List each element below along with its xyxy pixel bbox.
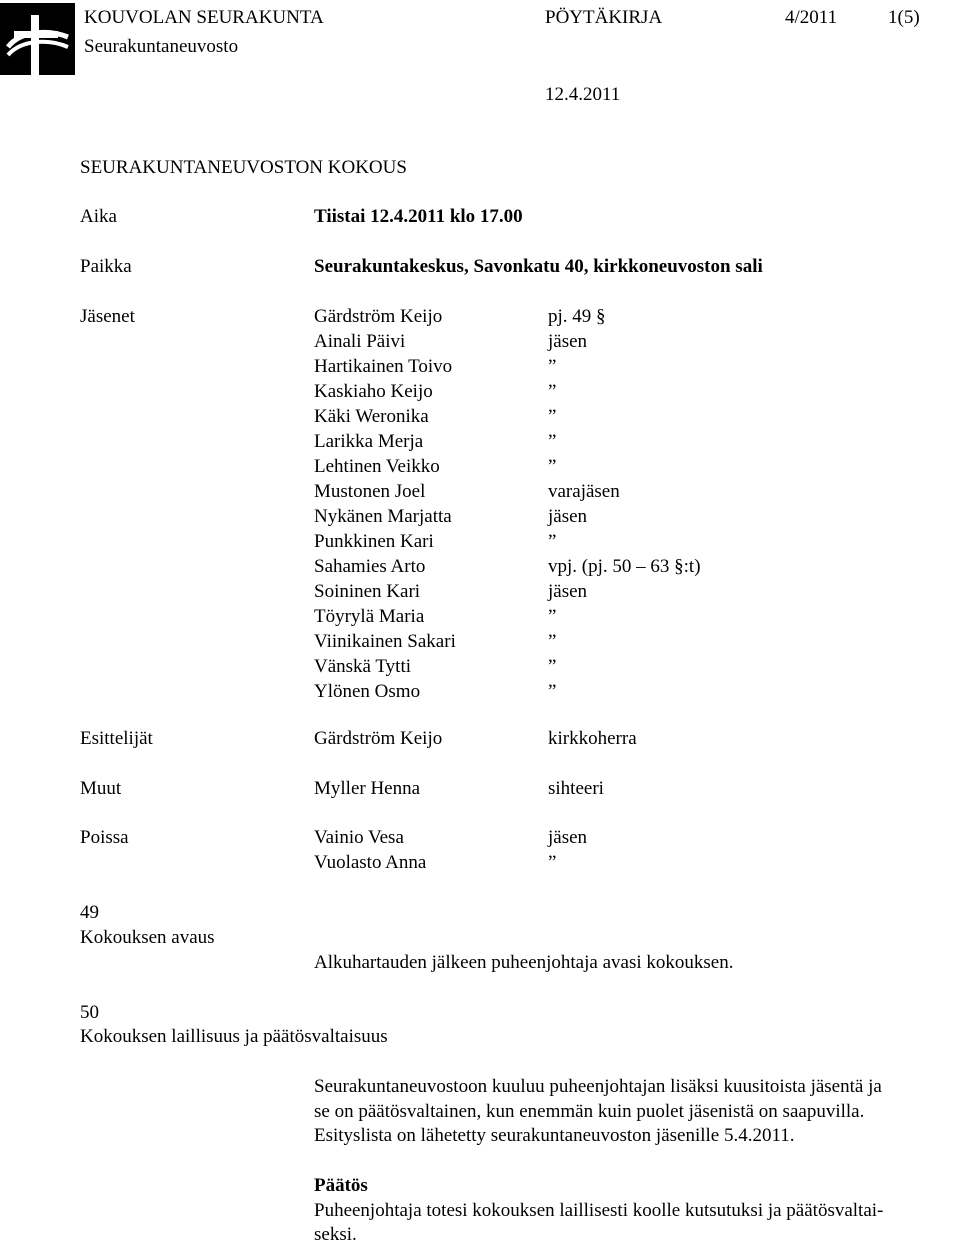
member-name: Ainali Päivi — [314, 331, 406, 352]
member-name: Sahamies Arto — [314, 556, 426, 577]
member-name: Gärdström Keijo — [314, 306, 443, 327]
section-50-text-line: Esityslista on lähetetty seurakuntaneuvoston jäsenille 5.4.2011. — [314, 1125, 795, 1146]
time-label: Aika — [80, 206, 117, 227]
member-name: Nykänen Marjatta — [314, 506, 452, 527]
member-name: Töyrylä Maria — [314, 606, 425, 627]
absent-name: Vainio Vesa — [314, 827, 404, 848]
cross-logo-icon — [0, 3, 75, 75]
member-role: ” — [548, 381, 557, 402]
page-number: 1(5) — [888, 7, 920, 28]
member-name: Hartikainen Toivo — [314, 356, 453, 377]
document-number: 4/2011 — [785, 7, 838, 28]
members-label: Jäsenet — [80, 306, 135, 327]
place-value: Seurakuntakeskus, Savonkatu 40, kirkkoneuvoston sali — [314, 256, 763, 277]
section-49-title: Kokouksen avaus — [80, 927, 215, 948]
member-name: Ylönen Osmo — [314, 681, 421, 702]
member-role: jäsen — [548, 331, 588, 352]
other-role: sihteeri — [548, 778, 604, 799]
document-type: PÖYTÄKIRJA — [545, 7, 663, 28]
absent-role: jäsen — [548, 827, 588, 848]
section-50-title: Kokouksen laillisuus ja päätösvaltaisuus — [80, 1026, 388, 1047]
member-name: Käki Weronika — [314, 406, 429, 427]
member-role: ” — [548, 431, 557, 452]
member-role: ” — [548, 681, 557, 702]
member-role: ” — [548, 631, 557, 652]
member-name: Punkkinen Kari — [314, 531, 434, 552]
member-name: Mustonen Joel — [314, 481, 426, 502]
member-role: vpj. (pj. 50 – 63 §:t) — [548, 556, 701, 577]
time-value: Tiistai 12.4.2011 klo 17.00 — [314, 206, 523, 227]
member-role: ” — [548, 531, 557, 552]
absent-label: Poissa — [80, 827, 129, 848]
member-role: ” — [548, 656, 557, 677]
decision-label: Päätös — [314, 1175, 368, 1196]
section-49-text: Alkuhartauden jälkeen puheenjohtaja avasi kokouksen. — [314, 952, 734, 973]
member-role: ” — [548, 606, 557, 627]
section-50-text-line: Seurakuntaneuvostoon kuuluu puheenjohtajan lisäksi kuusitoista jäsentä ja — [314, 1076, 882, 1097]
other-name: Myller Henna — [314, 778, 421, 799]
section-50-number: 50 — [80, 1002, 99, 1023]
council-name: Seurakuntaneuvosto — [84, 36, 239, 57]
section-49-number: 49 — [80, 902, 99, 923]
member-name: Lehtinen Veikko — [314, 456, 440, 477]
member-role: jäsen — [548, 581, 588, 602]
absent-role: ” — [548, 852, 557, 873]
member-role: ” — [548, 356, 557, 377]
org-name: KOUVOLAN SEURAKUNTA — [84, 7, 324, 28]
place-label: Paikka — [80, 256, 132, 277]
absent-name: Vuolasto Anna — [314, 852, 427, 873]
member-role: jäsen — [548, 506, 588, 527]
others-label: Muut — [80, 778, 122, 799]
decision-text-line: Puheenjohtaja totesi kokouksen laillisesti koolle kutsutuksi ja päätösvaltai- — [314, 1200, 884, 1221]
member-name: Viinikainen Sakari — [314, 631, 456, 652]
member-name: Vänskä Tytti — [314, 656, 412, 677]
presenter-name: Gärdström Keijo — [314, 728, 443, 749]
section-50-text-line: se on päätösvaltainen, kun enemmän kuin puolet jäsenistä on saapuvilla. — [314, 1101, 865, 1122]
member-role: pj. 49 § — [548, 306, 606, 327]
document-date: 12.4.2011 — [545, 84, 621, 105]
meeting-title: SEURAKUNTANEUVOSTON KOKOUS — [80, 157, 407, 178]
member-name: Kaskiaho Keijo — [314, 381, 433, 402]
presenters-label: Esittelijät — [80, 728, 153, 749]
decision-text-line: seksi. — [314, 1224, 357, 1245]
member-name: Soininen Kari — [314, 581, 421, 602]
member-role: varajäsen — [548, 481, 620, 502]
member-name: Larikka Merja — [314, 431, 424, 452]
presenter-role: kirkkoherra — [548, 728, 637, 749]
member-role: ” — [548, 406, 557, 427]
member-role: ” — [548, 456, 557, 477]
